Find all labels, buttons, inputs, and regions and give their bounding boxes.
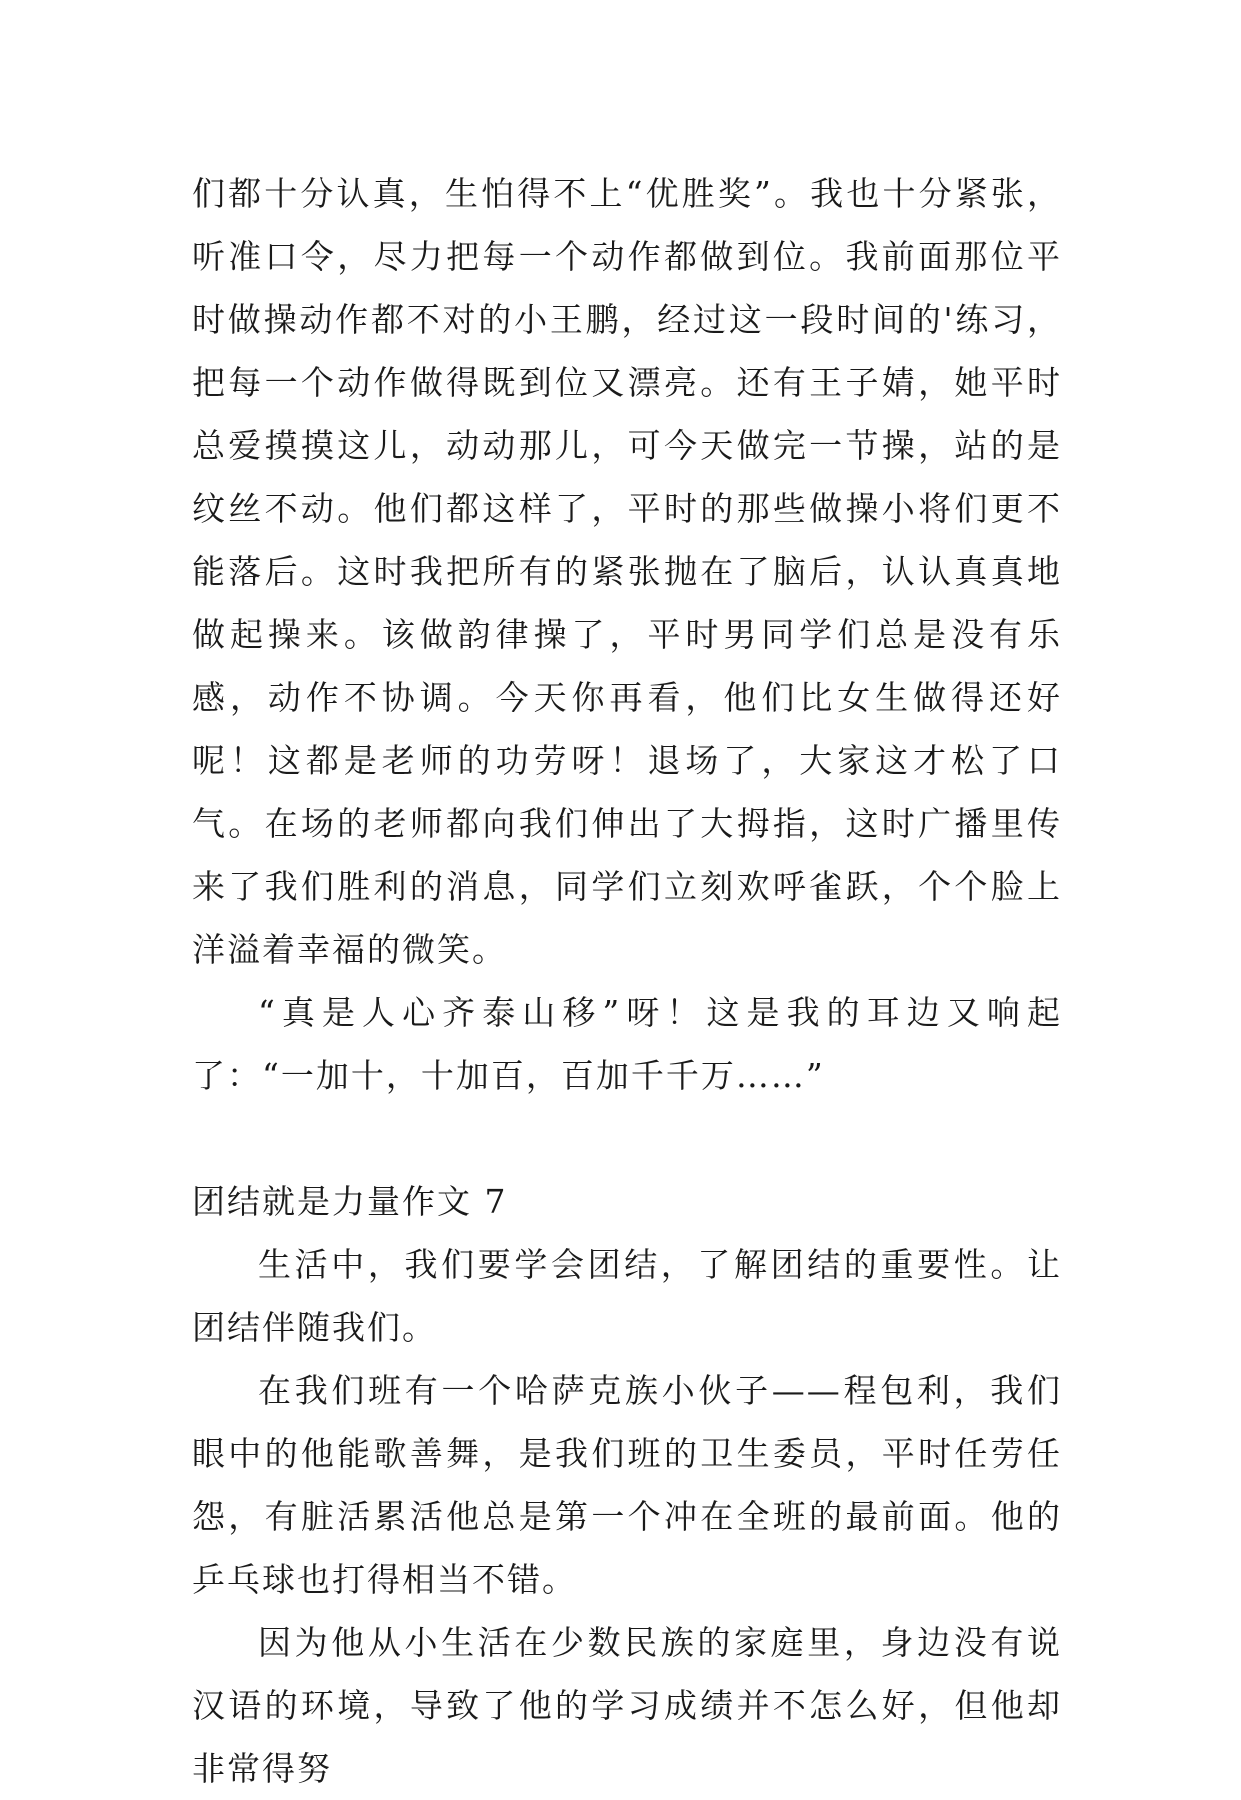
body-text <box>192 162 1062 1800</box>
paragraph-continued: 们都十分认真，生怕得不上“优胜奖”。我也十分紧张，听准口令，尽力把每一个动作都做到位。我前面那位平时做操动作都不对的小王鹏，经过这一段时间的'练习，把每一个动作做得既到位又漂亮。还有王子婧，她平时总爱摸摸这儿，动动那儿，可今天做完一节操，站的是纹丝不动。他们都这样了，平时的那些做操小将们更不能落后。这时我把所有的紧张抛在了脑后，认认真真地做起操来。该做韵律操了，平时男同学们总是没有乐感，动作不协调。今天你再看，他们比女生做得还好呢！这都是老师的功劳呀！退场了，大家这才松了口气。在场的老师都向我们伸出了大拇指，这时广播里传来了我们胜利的消息，同学们立刻欢呼雀跃，个个脸上洋溢着幸福的微笑。 <box>192 174 1062 969</box>
paragraph: 在我们班有一个哈萨克族小伙子——程包利，我们眼中的他能歌善舞，是我们班的卫生委员，平时任劳任怨，有脏活累活他总是第一个冲在全班的最前面。他的乒乓球也打得相当不错。 <box>192 1371 1062 1599</box>
paragraph-quote: “真是人心齐泰山移”呀！这是我的耳边又响起了：“一加十，十加百，百加千千万……” <box>192 993 1062 1095</box>
paragraph: 生活中，我们要学会团结，了解团结的重要性。让团结伴随我们。 <box>192 1245 1062 1347</box>
essay-title: 团结就是力量作文 7 <box>192 1182 508 1221</box>
paragraph: 因为他从小生活在少数民族的家庭里，身边没有说汉语的环境，导致了他的学习成绩并不怎么好，但他却非常得努 <box>192 1623 1062 1788</box>
